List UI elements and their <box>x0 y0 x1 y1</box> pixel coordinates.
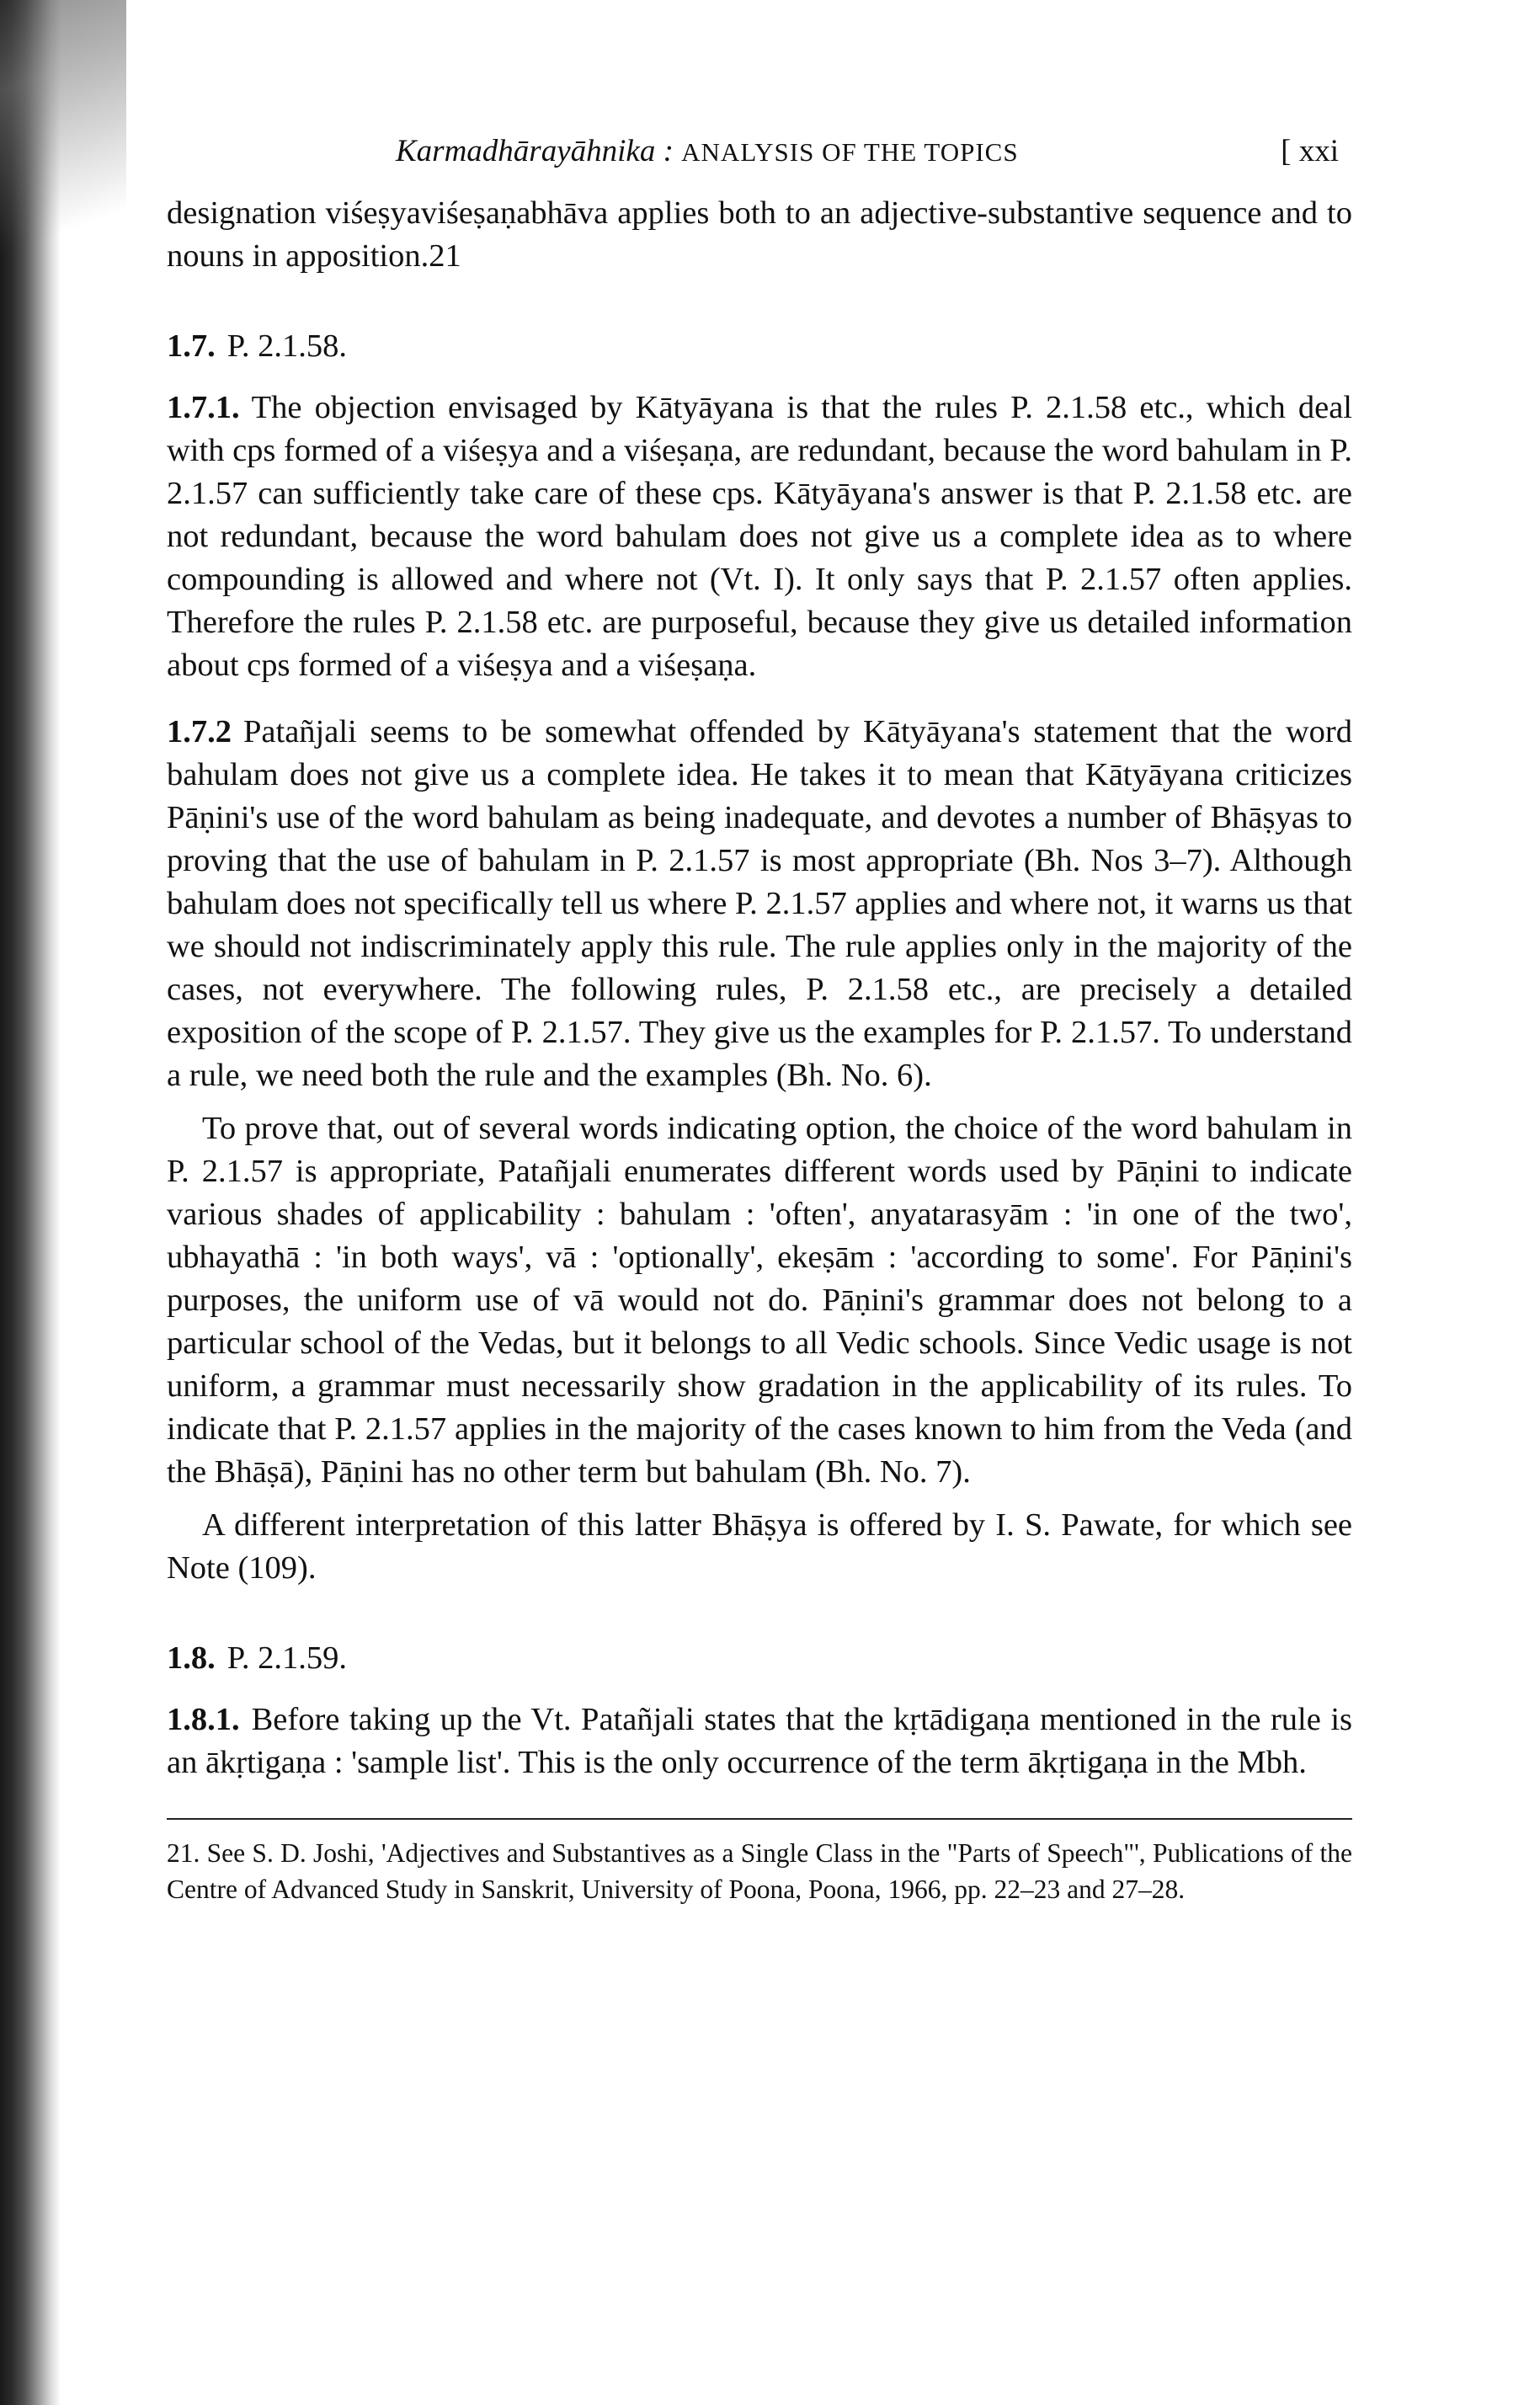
section-number: 1.7. <box>167 328 216 364</box>
scan-binding-shadow <box>0 0 126 320</box>
book-page <box>167 126 1352 1907</box>
paragraph-number: 1.7.1. <box>167 390 240 425</box>
paragraph-1-8-1 <box>167 1698 1352 1784</box>
paragraph-text: Before taking up the Vt. Patañjali states that the kṛtādigaṇa mentioned in the rule is an ākṛtigaṇa : 'sample list'. This is the only occurrence of the term ākṛtigaṇa in the Mbh. <box>167 1702 1352 1780</box>
scan-binding-edge <box>0 0 61 2405</box>
paragraph-number: 1.8.1. <box>167 1702 240 1737</box>
page-number: [ xxi <box>1281 134 1339 168</box>
paragraph-option-words: To prove that, out of several words indicating option, the choice of the word bahulam in P. 2.1.57 is appropriate, Patañjali enumerates different words used by Pāṇini to indicate various shades of applicability : bahulam : 'often', anyatarasyām : 'in one of the two', ubhayathā : 'in both ways', vā : 'optionally', ekeṣām : 'according to some'. For Pāṇini's purposes, the uniform use of vā would not do. Pāṇini's grammar does not belong to a particular school of the Vedas, but it belongs to all Vedic schools. Since Vedic usage is not uniform, a grammar must necessarily show gradation in the applicability of its rules. To indicate that P. 2.1.57 applies in the majority of the cases known to him from the Veda (and the Bhāṣā), Pāṇini has no other term but bahulam (Bh. No. 7). <box>167 1111 1352 1490</box>
paragraph-text: The objection envisaged by Kātyāyana is that the rules P. 2.1.58 etc., which deal with cps formed of a viśeṣya and a viśeṣaṇa, are redundant, because the word bahulam in P. 2.1.57 can sufficiently take care of these cps. Kātyāyana's answer is that P. 2.1.58 etc. are not redundant, because the word bahulam does not give us a complete idea as to where compounding is allowed and where not (Vt. I). It only says that P. 2.1.57 often applies. Therefore the rules P. 2.1.58 etc. are purposeful, because they give us detailed information about cps formed of a viśeṣya and a viśeṣaṇa. <box>167 390 1353 683</box>
running-head-subtitle: ANALYSIS OF THE TOPICS <box>681 137 1019 167</box>
paragraph-pawate-note: A different interpretation of this latter Bhāṣya is offered by I. S. Pawate, for which see Note (109). <box>167 1507 1352 1586</box>
footnote-divider <box>167 1818 1352 1820</box>
footnote-21: 21. See S. D. Joshi, 'Adjectives and Substantives as a Single Class in the "Parts of Speech"', Publications of the Centre of Advanced Study in Sanskrit, University of Poona, Poona, 1966, pp. 22–23 and 27–28. <box>167 1838 1352 1904</box>
continued-paragraph: designation viśeṣyaviśeṣaṇabhāva applies both to an adjective-substantive sequence and to nouns in apposition.21 <box>167 195 1352 274</box>
section-heading-1-7 <box>167 325 1352 368</box>
section-title: P. 2.1.59. <box>226 1640 348 1676</box>
section-number: 1.8. <box>167 1640 216 1676</box>
running-head <box>167 126 1352 177</box>
running-head-work: Karmadhārayāhnika : <box>396 134 674 168</box>
section-title: P. 2.1.58. <box>226 328 348 364</box>
running-head-title <box>396 126 1019 178</box>
section-heading-1-8 <box>167 1637 1352 1680</box>
paragraph-1-7-2 <box>167 711 1352 1097</box>
paragraph-1-7-1 <box>167 387 1352 687</box>
paragraph-text: Patañjali seems to be somewhat offended by Kātyāyana's statement that the word bahulam does not give us a complete idea. He takes it to mean that Kātyāyana criticizes Pāṇini's use of the word bahulam as being inadequate, and devotes a number of Bhāṣyas to proving that the use of bahulam in P. 2.1.57 is most appropriate (Bh. Nos 3–7). Although bahulam does not specifically tell us where P. 2.1.57 applies and where not, it warns us that we should not indiscriminately apply this rule. The rule applies only in the majority of the cases, not everywhere. The following rules, P. 2.1.58 etc., are precisely a detailed exposition of the scope of P. 2.1.57. They give us the examples for P. 2.1.57. To understand a rule, we need both the rule and the examples (Bh. No. 6). <box>167 714 1352 1093</box>
paragraph-number: 1.7.2 <box>167 714 232 749</box>
